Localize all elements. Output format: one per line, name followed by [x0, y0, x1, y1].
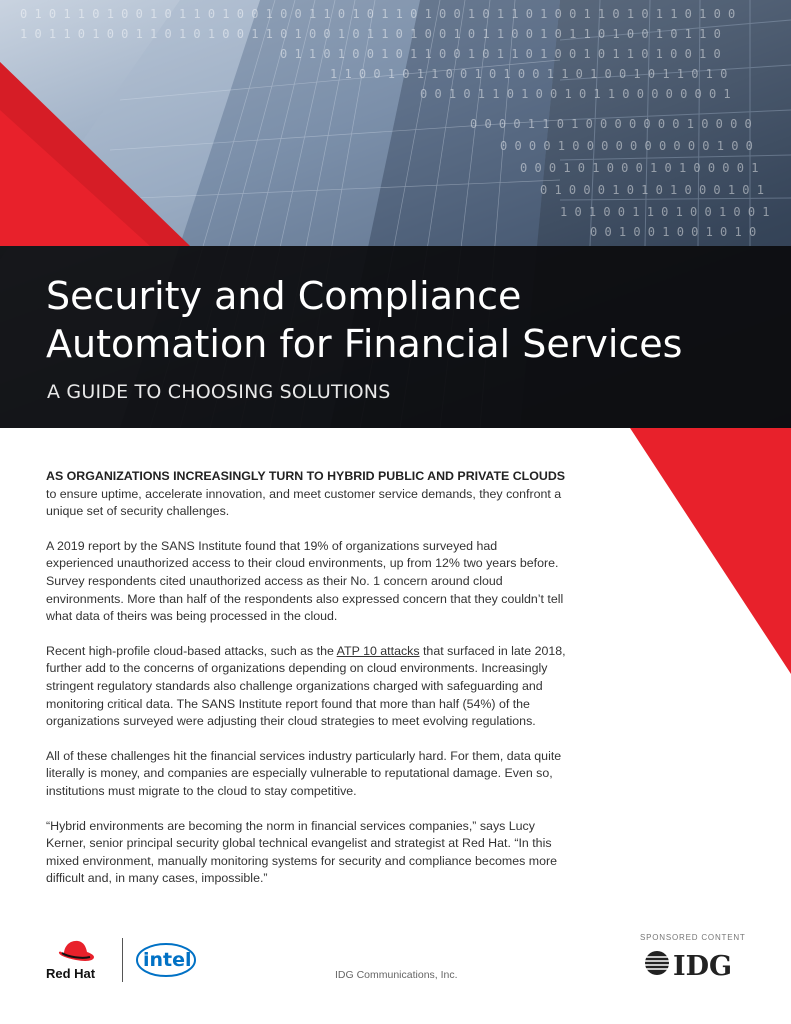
page-subtitle: A GUIDE TO CHOOSING SOLUTIONS [47, 381, 391, 403]
redhat-wordmark: Red Hat [46, 966, 96, 981]
svg-text:1 0 1 0 0 1 1 0 1 0 0 1 0 0 1: 1 0 1 0 0 1 1 0 1 0 0 1 0 0 1 [560, 205, 770, 219]
svg-text:0 1 0 1 1 0 1 0 0 1 0 1 1 0 1: 0 1 0 1 1 0 1 0 0 1 0 1 1 0 1 0 0 1 0 0 1 1 0 1 0 1 1 0 1 0 0 1 0 1 1 0 1 0 0 1 1 0 1 0 1 1 0 1 0 0 [20, 7, 736, 21]
svg-text:intel: intel [143, 949, 192, 971]
paragraph-3 [46, 643, 566, 731]
red-accent-right [630, 428, 791, 674]
svg-text:0 0 1 0 1 1 0 1 0 0 1 0 1 1 0: 0 0 1 0 1 1 0 1 0 0 1 0 1 1 0 0 0 0 0 0 0 1 [420, 87, 731, 101]
svg-text:0 0 1 0 0 1 0 0 1 0 1 0: 0 0 1 0 0 1 0 0 1 0 1 0 [590, 225, 757, 239]
svg-text:0 1 0 0 0 1 0 1 0 1 0 0 0 1 0: 0 1 0 0 0 1 0 1 0 1 0 0 0 1 0 1 [540, 183, 764, 197]
paragraph-2: A 2019 report by the SANS Institute found that 19% of organizations surveyed had experienced unauthorized access to their cloud environments, up from 12% two years before. Survey respondents cited unauthorized access as their No. 1 concern around cloud environments. More than half of the respondents also expressed concern that they couldn’t tell what data of theirs was being processed in the cloud. [46, 538, 564, 624]
atp10-attacks-link[interactable]: ATP 10 attacks [336, 643, 420, 658]
svg-text:0 0 0 0 1 1 0 1 0 0 0 0 0 0 0: 0 0 0 0 1 1 0 1 0 0 0 0 0 0 0 1 0 0 0 0 [470, 117, 752, 131]
paragraph-5: “Hybrid environments are becoming the norm in financial services companies,” says Lucy Kerner, senior principal security global technical evangelist and strategist at Red Hat. “In this mixed environment, manually monitoring systems for security and compliance becomes more difficult and, in many cases, impossible.” [46, 818, 557, 886]
svg-text:0 0 0 1 0 1 0 0 0 1 0 1 0 0 0: 0 0 0 1 0 1 0 0 0 1 0 1 0 0 0 0 1 [520, 161, 759, 175]
title-line-2: Automation for Financial Services [46, 322, 683, 366]
idg-globe-icon [645, 951, 669, 975]
paragraph-1 [46, 468, 566, 521]
paragraph-3-end: that surfaced in late 2018, further add to the concerns of organizations depending on cloud environments. Increasingly stringent regulatory standards also challenge organizations charged with safeguarding and monitoring critical data. The SANS Institute report found that more than half (54%) of the organizations surveyed were adjusting their cloud strategies to meet evolving regulations. [46, 643, 566, 729]
intel-logo [134, 938, 198, 980]
publisher-credit: IDG Communications, Inc. [335, 969, 458, 981]
article-body [46, 468, 566, 905]
sponsored-label: SPONSORED CONTENT [640, 933, 746, 942]
svg-text:IDG: IDG [673, 951, 733, 980]
lead-rest: to ensure uptime, accelerate innovation, and meet customer service demands, they confront a unique set of security challenges. [46, 486, 562, 519]
paragraph-4: All of these challenges hit the financial services industry particularly hard. For them, data quite literally is money, and companies are especially vulnerable to reputational damage. Even so, institutions must migrate to the cloud to stay competitive. [46, 748, 562, 798]
idg-logo [643, 948, 743, 980]
paragraph-3-start: Recent high-profile cloud-based attacks, such as the [46, 643, 337, 658]
logo-divider [122, 938, 123, 982]
svg-text:0 1 1 0 1 0 0 1 0 1 1 0 0 1 0: 0 1 1 0 1 0 0 1 0 1 1 0 0 1 0 1 1 0 1 0 0 1 0 1 1 0 1 0 0 1 0 [280, 47, 721, 61]
svg-text:1 0 1 1 0 1 0 0 1 1 0 1 0 1 0: 1 0 1 1 0 1 0 0 1 1 0 1 0 1 0 0 1 1 0 1 0 0 1 0 1 1 0 1 0 0 1 0 1 1 0 0 1 0 1 1 0 1 0 0 1 0 1 1 0 [20, 27, 721, 41]
title-line-1: Security and Compliance [46, 274, 522, 318]
page-title [46, 272, 746, 368]
svg-text:1 1 0 0 1 0 1 1 0 0 1 0 1 0 0: 1 1 0 0 1 0 1 1 0 0 1 0 1 0 0 1 1 0 1 0 0 1 0 1 1 0 1 0 [330, 67, 728, 81]
redhat-fedora-icon [56, 938, 96, 964]
svg-text:0 0 0 0 1 0 0 0 0 0 0 0 0 0 0: 0 0 0 0 1 0 0 0 0 0 0 0 0 0 0 1 0 0 [500, 139, 753, 153]
lead-in: AS ORGANIZATIONS INCREASINGLY TURN TO HYBRID PUBLIC AND PRIVATE CLOUDS [46, 469, 566, 483]
